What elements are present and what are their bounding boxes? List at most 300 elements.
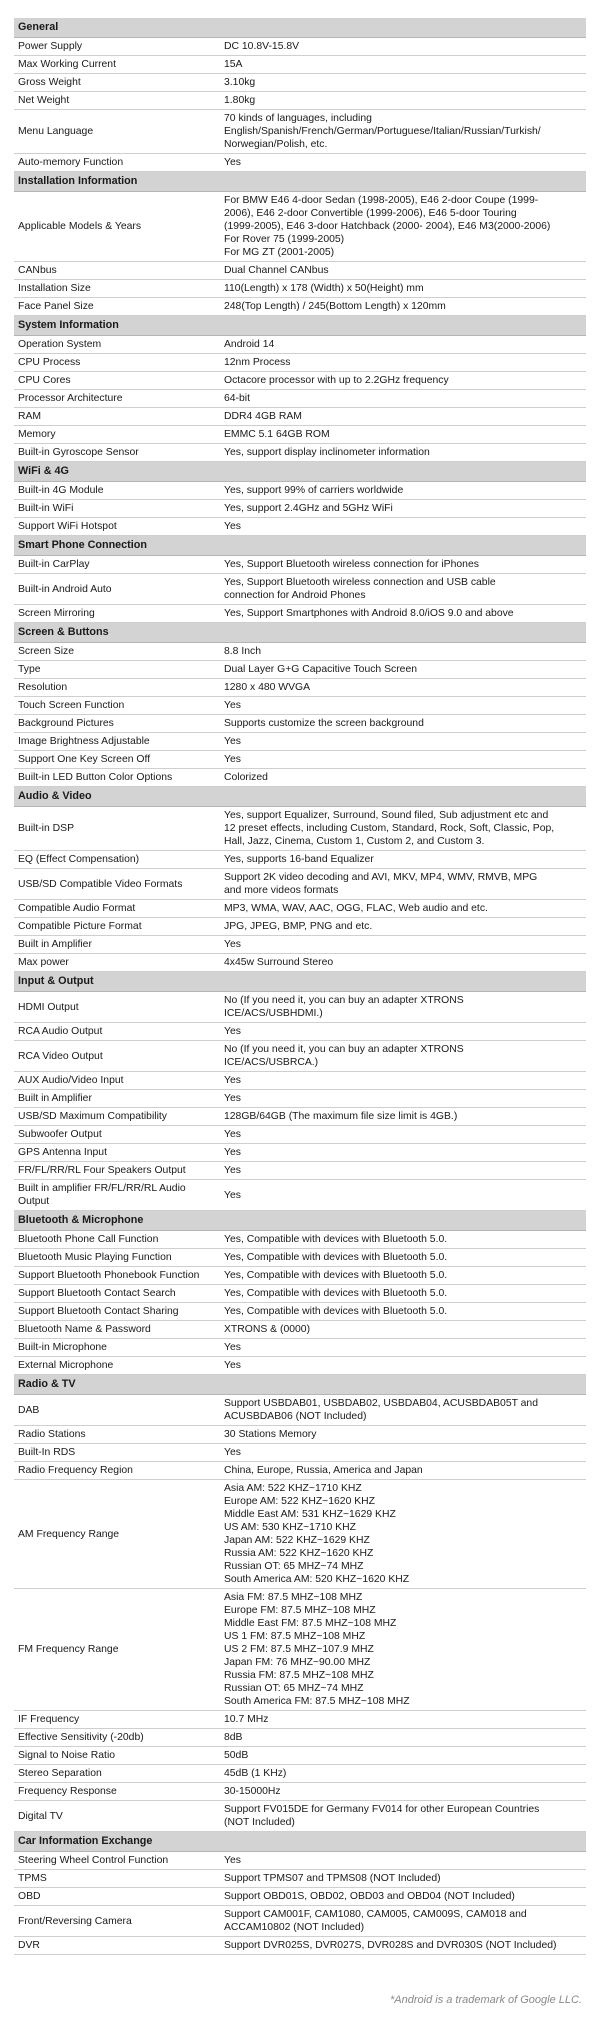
spec-row <box>14 482 586 500</box>
spec-value <box>220 154 586 172</box>
spec-row <box>14 661 586 679</box>
spec-value <box>220 918 586 936</box>
spec-row <box>14 38 586 56</box>
spec-value-line: Support CAM001F, CAM1080, CAM005, CAM009S, CAM018 and <box>224 1909 527 1920</box>
spec-value-line: US 1 FM: 87.5 MHZ~108 MHZ <box>224 1631 366 1642</box>
spec-value <box>220 1765 586 1783</box>
spec-label: OBD <box>14 1888 220 1906</box>
section-title: Audio & Video <box>14 787 586 807</box>
spec-row <box>14 1747 586 1765</box>
spec-row <box>14 1462 586 1480</box>
spec-label: Radio Frequency Region <box>14 1462 220 1480</box>
spec-label: Steering Wheel Control Function <box>14 1852 220 1870</box>
spec-value-line: US 2 FM: 87.5 MHZ~107.9 MHZ <box>224 1644 374 1655</box>
spec-value-line: Yes <box>224 1093 241 1104</box>
spec-value-line: Yes <box>224 157 241 168</box>
spec-value <box>220 372 586 390</box>
spec-label: Subwoofer Output <box>14 1126 220 1144</box>
spec-label: Applicable Models & Years <box>14 192 220 262</box>
spec-row <box>14 1589 586 1711</box>
spec-value-line: Yes, Support Bluetooth wireless connection and USB cable <box>224 577 496 588</box>
spec-value <box>220 298 586 316</box>
spec-label: Max Working Current <box>14 56 220 74</box>
spec-label: Built-in DSP <box>14 807 220 851</box>
section-title: Radio & TV <box>14 1375 586 1395</box>
spec-label: Built-in WiFi <box>14 500 220 518</box>
section-title: Smart Phone Connection <box>14 536 586 556</box>
spec-value <box>220 1729 586 1747</box>
spec-row <box>14 1906 586 1937</box>
spec-row <box>14 1231 586 1249</box>
section-title: Screen & Buttons <box>14 623 586 643</box>
spec-value-line: 2006), E46 2-door Convertible (1999-2006), E46 5-door Touring <box>224 208 517 219</box>
spec-row <box>14 1357 586 1375</box>
spec-label: DVR <box>14 1937 220 1955</box>
spec-value <box>220 1783 586 1801</box>
spec-value-line: Yes <box>224 1075 241 1086</box>
spec-value <box>220 1462 586 1480</box>
section-header <box>14 462 586 482</box>
spec-value-line: ICE/ACS/USBHDMI.) <box>224 1008 323 1019</box>
spec-value-line: 3.10kg <box>224 77 256 88</box>
spec-value-line: 64-bit <box>224 393 250 404</box>
spec-value-line: Yes, support Equalizer, Surround, Sound filed, Sub adjustment etc and <box>224 810 549 821</box>
spec-value-line: Dual Channel CANbus <box>224 265 329 276</box>
spec-label: Built-in LED Button Color Options <box>14 769 220 787</box>
spec-row <box>14 74 586 92</box>
spec-value-line: For MG ZT (2001-2005) <box>224 247 335 258</box>
spec-label: Support WiFi Hotspot <box>14 518 220 536</box>
spec-value <box>220 38 586 56</box>
spec-row <box>14 1180 586 1211</box>
spec-value <box>220 697 586 715</box>
spec-value-line: 8dB <box>224 1732 243 1743</box>
spec-row <box>14 851 586 869</box>
spec-value-line: ACCAM10802 (NOT Included) <box>224 1922 365 1933</box>
spec-row <box>14 1888 586 1906</box>
spec-row <box>14 1303 586 1321</box>
spec-label: Built in amplifier FR/FL/RR/RL Audio Output <box>14 1180 220 1211</box>
spec-label: HDMI Output <box>14 992 220 1023</box>
spec-label: External Microphone <box>14 1357 220 1375</box>
spec-value-line: Yes <box>224 521 241 532</box>
spec-label: Support Bluetooth Contact Search <box>14 1285 220 1303</box>
spec-label: AM Frequency Range <box>14 1480 220 1589</box>
spec-value <box>220 1285 586 1303</box>
spec-value-line: 12 preset effects, including Custom, Standard, Rock, Soft, Classic, Pop, <box>224 823 555 834</box>
spec-value <box>220 1747 586 1765</box>
spec-value-line: 248(Top Length) / 245(Bottom Length) x 120mm <box>224 301 446 312</box>
spec-label: Touch Screen Function <box>14 697 220 715</box>
spec-label: Built in Amplifier <box>14 936 220 954</box>
spec-row <box>14 1937 586 1955</box>
spec-label: Face Panel Size <box>14 298 220 316</box>
spec-label: Screen Size <box>14 643 220 661</box>
spec-row <box>14 1023 586 1041</box>
spec-label: FM Frequency Range <box>14 1589 220 1711</box>
spec-row <box>14 1108 586 1126</box>
spec-value-line: Yes <box>224 1360 241 1371</box>
spec-label: FR/FL/RR/RL Four Speakers Output <box>14 1162 220 1180</box>
spec-value-line: Yes, Compatible with devices with Bluetooth 5.0. <box>224 1234 448 1245</box>
spec-value-line: Yes <box>224 939 241 950</box>
spec-value <box>220 1162 586 1180</box>
section-title: Bluetooth & Microphone <box>14 1211 586 1231</box>
spec-value <box>220 482 586 500</box>
spec-value <box>220 1589 586 1711</box>
spec-value-line: Yes, Compatible with devices with Bluetooth 5.0. <box>224 1252 448 1263</box>
spec-label: RCA Video Output <box>14 1041 220 1072</box>
spec-value-line: Yes <box>224 1147 241 1158</box>
spec-row <box>14 697 586 715</box>
spec-value-line: For BMW E46 4-door Sedan (1998-2005), E46 2-door Coupe (1999- <box>224 195 539 206</box>
spec-value-line: No (If you need it, you can buy an adapter XTRONS <box>224 1044 464 1055</box>
spec-value-line: English/Spanish/French/German/Portuguese/Italian/Russian/Turkish/ <box>224 126 541 137</box>
spec-row <box>14 518 586 536</box>
spec-value-line: 30-15000Hz <box>224 1786 281 1797</box>
spec-value <box>220 1852 586 1870</box>
spec-label: Power Supply <box>14 38 220 56</box>
spec-row <box>14 992 586 1023</box>
spec-label: USB/SD Compatible Video Formats <box>14 869 220 900</box>
spec-value-line: Support FV015DE for Germany FV014 for other European Countries <box>224 1804 540 1815</box>
spec-value <box>220 1041 586 1072</box>
section-header <box>14 18 586 38</box>
spec-value <box>220 807 586 851</box>
spec-row <box>14 1162 586 1180</box>
spec-value-line: JPG, JPEG, BMP, PNG and etc. <box>224 921 373 932</box>
spec-value <box>220 280 586 298</box>
spec-value-line: Russian OT: 65 MHZ~74 MHZ <box>224 1561 364 1572</box>
spec-value-line: Middle East FM: 87.5 MHZ~108 MHZ <box>224 1618 397 1629</box>
spec-value-line: Japan AM: 522 KHZ~1629 KHZ <box>224 1535 370 1546</box>
spec-label: Gross Weight <box>14 74 220 92</box>
spec-value <box>220 851 586 869</box>
spec-value-line: South America FM: 87.5 MHZ~108 MHZ <box>224 1696 410 1707</box>
section-title: Car Information Exchange <box>14 1832 586 1852</box>
spec-row <box>14 92 586 110</box>
spec-row <box>14 354 586 372</box>
spec-value-line: 128GB/64GB (The maximum file size limit is 4GB.) <box>224 1111 458 1122</box>
spec-value <box>220 679 586 697</box>
spec-value <box>220 1870 586 1888</box>
spec-label: Resolution <box>14 679 220 697</box>
spec-value <box>220 574 586 605</box>
spec-value-line: Europe FM: 87.5 MHZ~108 MHZ <box>224 1605 376 1616</box>
spec-row <box>14 1729 586 1747</box>
spec-value <box>220 192 586 262</box>
spec-value-line: (1999-2005), E46 3-door Hatchback (2000- 2004), E46 M3(2000-2006) <box>224 221 551 232</box>
spec-label: Built in Amplifier <box>14 1090 220 1108</box>
spec-row <box>14 605 586 623</box>
spec-value-line: Yes <box>224 1165 241 1176</box>
spec-row <box>14 280 586 298</box>
section-header <box>14 972 586 992</box>
spec-value <box>220 1444 586 1462</box>
spec-row <box>14 954 586 972</box>
spec-row <box>14 900 586 918</box>
spec-value-line: XTRONS & (0000) <box>224 1324 311 1335</box>
spec-value-line: 12nm Process <box>224 357 291 368</box>
spec-value <box>220 518 586 536</box>
spec-value-line: 30 Stations Memory <box>224 1429 317 1440</box>
spec-label: Image Brightness Adjustable <box>14 733 220 751</box>
section-header <box>14 623 586 643</box>
spec-row <box>14 1144 586 1162</box>
spec-label: AUX Audio/Video Input <box>14 1072 220 1090</box>
spec-value <box>220 92 586 110</box>
spec-value-line: For Rover 75 (1999-2005) <box>224 234 345 245</box>
spec-table-body <box>14 18 586 1955</box>
section-header <box>14 1375 586 1395</box>
spec-value-line: No (If you need it, you can buy an adapter XTRONS <box>224 995 464 1006</box>
spec-label: Operation System <box>14 336 220 354</box>
spec-value-line: Yes, supports 16-band Equalizer <box>224 854 374 865</box>
spec-value-line: Yes, support display inclinometer information <box>224 447 430 458</box>
spec-value-line: Middle East AM: 531 KHZ~1629 KHZ <box>224 1509 396 1520</box>
spec-value <box>220 1144 586 1162</box>
spec-row <box>14 936 586 954</box>
spec-value <box>220 751 586 769</box>
spec-value <box>220 1108 586 1126</box>
spec-value-line: Hall, Jazz, Cinema, Custom 1, Custom 2, and Custom 3. <box>224 836 485 847</box>
spec-row <box>14 918 586 936</box>
spec-value <box>220 1906 586 1937</box>
spec-row <box>14 1090 586 1108</box>
spec-value-line: Yes <box>224 1447 241 1458</box>
spec-row <box>14 336 586 354</box>
spec-label: CPU Cores <box>14 372 220 390</box>
spec-value-line: Yes, support 99% of carriers worldwide <box>224 485 404 496</box>
spec-value-line: Yes <box>224 1855 241 1866</box>
spec-row <box>14 1711 586 1729</box>
spec-value-line: Yes <box>224 754 241 765</box>
spec-row <box>14 408 586 426</box>
spec-value-line: DC 10.8V-15.8V <box>224 41 300 52</box>
spec-value <box>220 1090 586 1108</box>
spec-value-line: South America AM: 520 KHZ~1620 KHZ <box>224 1574 410 1585</box>
spec-label: EQ (Effect Compensation) <box>14 851 220 869</box>
spec-value-line: EMMC 5.1 64GB ROM <box>224 429 330 440</box>
spec-value-line: 8.8 Inch <box>224 646 261 657</box>
spec-value <box>220 426 586 444</box>
spec-label: Stereo Separation <box>14 1765 220 1783</box>
spec-value <box>220 1126 586 1144</box>
spec-value-line: 15A <box>224 59 243 70</box>
spec-value-line: and more videos formats <box>224 885 339 896</box>
spec-value <box>220 769 586 787</box>
spec-row <box>14 1249 586 1267</box>
spec-value <box>220 556 586 574</box>
spec-value <box>220 408 586 426</box>
spec-value <box>220 1231 586 1249</box>
spec-value <box>220 936 586 954</box>
spec-label: Signal to Noise Ratio <box>14 1747 220 1765</box>
spec-value-line: Colorized <box>224 772 268 783</box>
spec-label: IF Frequency <box>14 1711 220 1729</box>
spec-label: Built-in Gyroscope Sensor <box>14 444 220 462</box>
spec-row <box>14 807 586 851</box>
spec-row <box>14 733 586 751</box>
spec-value <box>220 900 586 918</box>
spec-value-line: Yes, Support Bluetooth wireless connection for iPhones <box>224 559 479 570</box>
section-header <box>14 1211 586 1231</box>
section-title: Input & Output <box>14 972 586 992</box>
spec-value-line: Dual Layer G+G Capacitive Touch Screen <box>224 664 418 675</box>
spec-value-line: ACUSBDAB06 (NOT Included) <box>224 1411 367 1422</box>
spec-row <box>14 426 586 444</box>
spec-value <box>220 262 586 280</box>
spec-value-line: Support OBD01S, OBD02, OBD03 and OBD04 (NOT Included) <box>224 1891 515 1902</box>
spec-value <box>220 1480 586 1589</box>
spec-value-line: 4x45w Surround Stereo <box>224 957 334 968</box>
spec-label: Memory <box>14 426 220 444</box>
spec-value-line: DDR4 4GB RAM <box>224 411 302 422</box>
spec-value-line: Russian OT: 65 MHZ~74 MHZ <box>224 1683 364 1694</box>
spec-value <box>220 1267 586 1285</box>
spec-value <box>220 1937 586 1955</box>
spec-value <box>220 1072 586 1090</box>
spec-value <box>220 1023 586 1041</box>
spec-value-line: Yes, support 2.4GHz and 5GHz WiFi <box>224 503 393 514</box>
section-title: Installation Information <box>14 172 586 192</box>
spec-value-line: 110(Length) x 178 (Width) x 50(Height) mm <box>224 283 424 294</box>
spec-label: Front/Reversing Camera <box>14 1906 220 1937</box>
spec-row <box>14 1339 586 1357</box>
spec-row <box>14 444 586 462</box>
spec-row <box>14 1426 586 1444</box>
spec-value <box>220 1426 586 1444</box>
spec-value-line: 70 kinds of languages, including <box>224 113 372 124</box>
spec-label: CPU Process <box>14 354 220 372</box>
spec-label: Type <box>14 661 220 679</box>
spec-row <box>14 1870 586 1888</box>
spec-value-line: Russia AM: 522 KHZ~1620 KHZ <box>224 1548 374 1559</box>
spec-row <box>14 56 586 74</box>
spec-value <box>220 605 586 623</box>
spec-label: Built-in Android Auto <box>14 574 220 605</box>
spec-row <box>14 869 586 900</box>
spec-label: Menu Language <box>14 110 220 154</box>
spec-value-line: 10.7 MHz <box>224 1714 269 1725</box>
spec-table <box>14 18 586 1955</box>
spec-value <box>220 1321 586 1339</box>
spec-label: Bluetooth Name & Password <box>14 1321 220 1339</box>
spec-row <box>14 679 586 697</box>
section-title: WiFi & 4G <box>14 462 586 482</box>
spec-value <box>220 56 586 74</box>
spec-value-line: Yes, Compatible with devices with Bluetooth 5.0. <box>224 1288 448 1299</box>
section-title: General <box>14 18 586 38</box>
spec-label: RCA Audio Output <box>14 1023 220 1041</box>
spec-value <box>220 1303 586 1321</box>
spec-label: Processor Architecture <box>14 390 220 408</box>
spec-row <box>14 110 586 154</box>
spec-value <box>220 715 586 733</box>
spec-label: Support One Key Screen Off <box>14 751 220 769</box>
spec-value <box>220 1801 586 1832</box>
spec-row <box>14 1126 586 1144</box>
spec-label: Background Pictures <box>14 715 220 733</box>
spec-value <box>220 1180 586 1211</box>
spec-row <box>14 262 586 280</box>
spec-value-line: 50dB <box>224 1750 249 1761</box>
spec-value-line: 45dB (1 KHz) <box>224 1768 287 1779</box>
spec-row <box>14 390 586 408</box>
spec-label: Built-in Microphone <box>14 1339 220 1357</box>
spec-label: Built-In RDS <box>14 1444 220 1462</box>
spec-value-line: Octacore processor with up to 2.2GHz frequency <box>224 375 449 386</box>
spec-value-line: 1.80kg <box>224 95 256 106</box>
spec-value <box>220 1888 586 1906</box>
spec-value-line: connection for Android Phones <box>224 590 366 601</box>
spec-value-line: Supports customize the screen background <box>224 718 424 729</box>
spec-value-line: US AM: 530 KHZ~1710 KHZ <box>224 1522 356 1533</box>
spec-row <box>14 1285 586 1303</box>
spec-row <box>14 1321 586 1339</box>
section-header <box>14 1832 586 1852</box>
spec-row <box>14 751 586 769</box>
spec-value-line: Android 14 <box>224 339 275 350</box>
spec-value <box>220 1249 586 1267</box>
spec-value-line: Yes <box>224 1189 241 1201</box>
section-header <box>14 787 586 807</box>
spec-row <box>14 500 586 518</box>
spec-value <box>220 643 586 661</box>
spec-row <box>14 192 586 262</box>
spec-label: Support Bluetooth Contact Sharing <box>14 1303 220 1321</box>
spec-value-line: Asia FM: 87.5 MHZ~108 MHZ <box>224 1592 363 1603</box>
spec-value <box>220 444 586 462</box>
spec-label: Effective Sensitivity (-20db) <box>14 1729 220 1747</box>
spec-label: Installation Size <box>14 280 220 298</box>
spec-value-line: Yes, Compatible with devices with Bluetooth 5.0. <box>224 1306 448 1317</box>
spec-value <box>220 869 586 900</box>
spec-value-line: Support DVR025S, DVR027S, DVR028S and DVR030S (NOT Included) <box>224 1940 557 1951</box>
spec-label: Compatible Picture Format <box>14 918 220 936</box>
spec-row <box>14 1480 586 1589</box>
spec-row <box>14 1267 586 1285</box>
spec-label: Net Weight <box>14 92 220 110</box>
spec-row <box>14 1072 586 1090</box>
spec-row <box>14 1801 586 1832</box>
spec-label: TPMS <box>14 1870 220 1888</box>
spec-value <box>220 500 586 518</box>
spec-value <box>220 1395 586 1426</box>
spec-label: Bluetooth Music Playing Function <box>14 1249 220 1267</box>
spec-label: Digital TV <box>14 1801 220 1832</box>
spec-label: Auto-memory Function <box>14 154 220 172</box>
spec-label: GPS Antenna Input <box>14 1144 220 1162</box>
spec-label: Compatible Audio Format <box>14 900 220 918</box>
spec-value-line: Yes, Compatible with devices with Bluetooth 5.0. <box>224 1270 448 1281</box>
spec-row <box>14 1444 586 1462</box>
spec-value-line: Japan FM: 76 MHZ~90.00 MHZ <box>224 1657 371 1668</box>
spec-value <box>220 390 586 408</box>
spec-value-line: Yes <box>224 700 241 711</box>
section-header <box>14 316 586 336</box>
spec-value-line: Europe AM: 522 KHZ~1620 KHZ <box>224 1496 376 1507</box>
spec-label: Built-in 4G Module <box>14 482 220 500</box>
spec-value <box>220 110 586 154</box>
spec-row <box>14 574 586 605</box>
spec-value-line: Support TPMS07 and TPMS08 (NOT Included) <box>224 1873 441 1884</box>
spec-value <box>220 74 586 92</box>
section-title: System Information <box>14 316 586 336</box>
spec-value <box>220 1711 586 1729</box>
spec-row <box>14 556 586 574</box>
spec-label: Radio Stations <box>14 1426 220 1444</box>
